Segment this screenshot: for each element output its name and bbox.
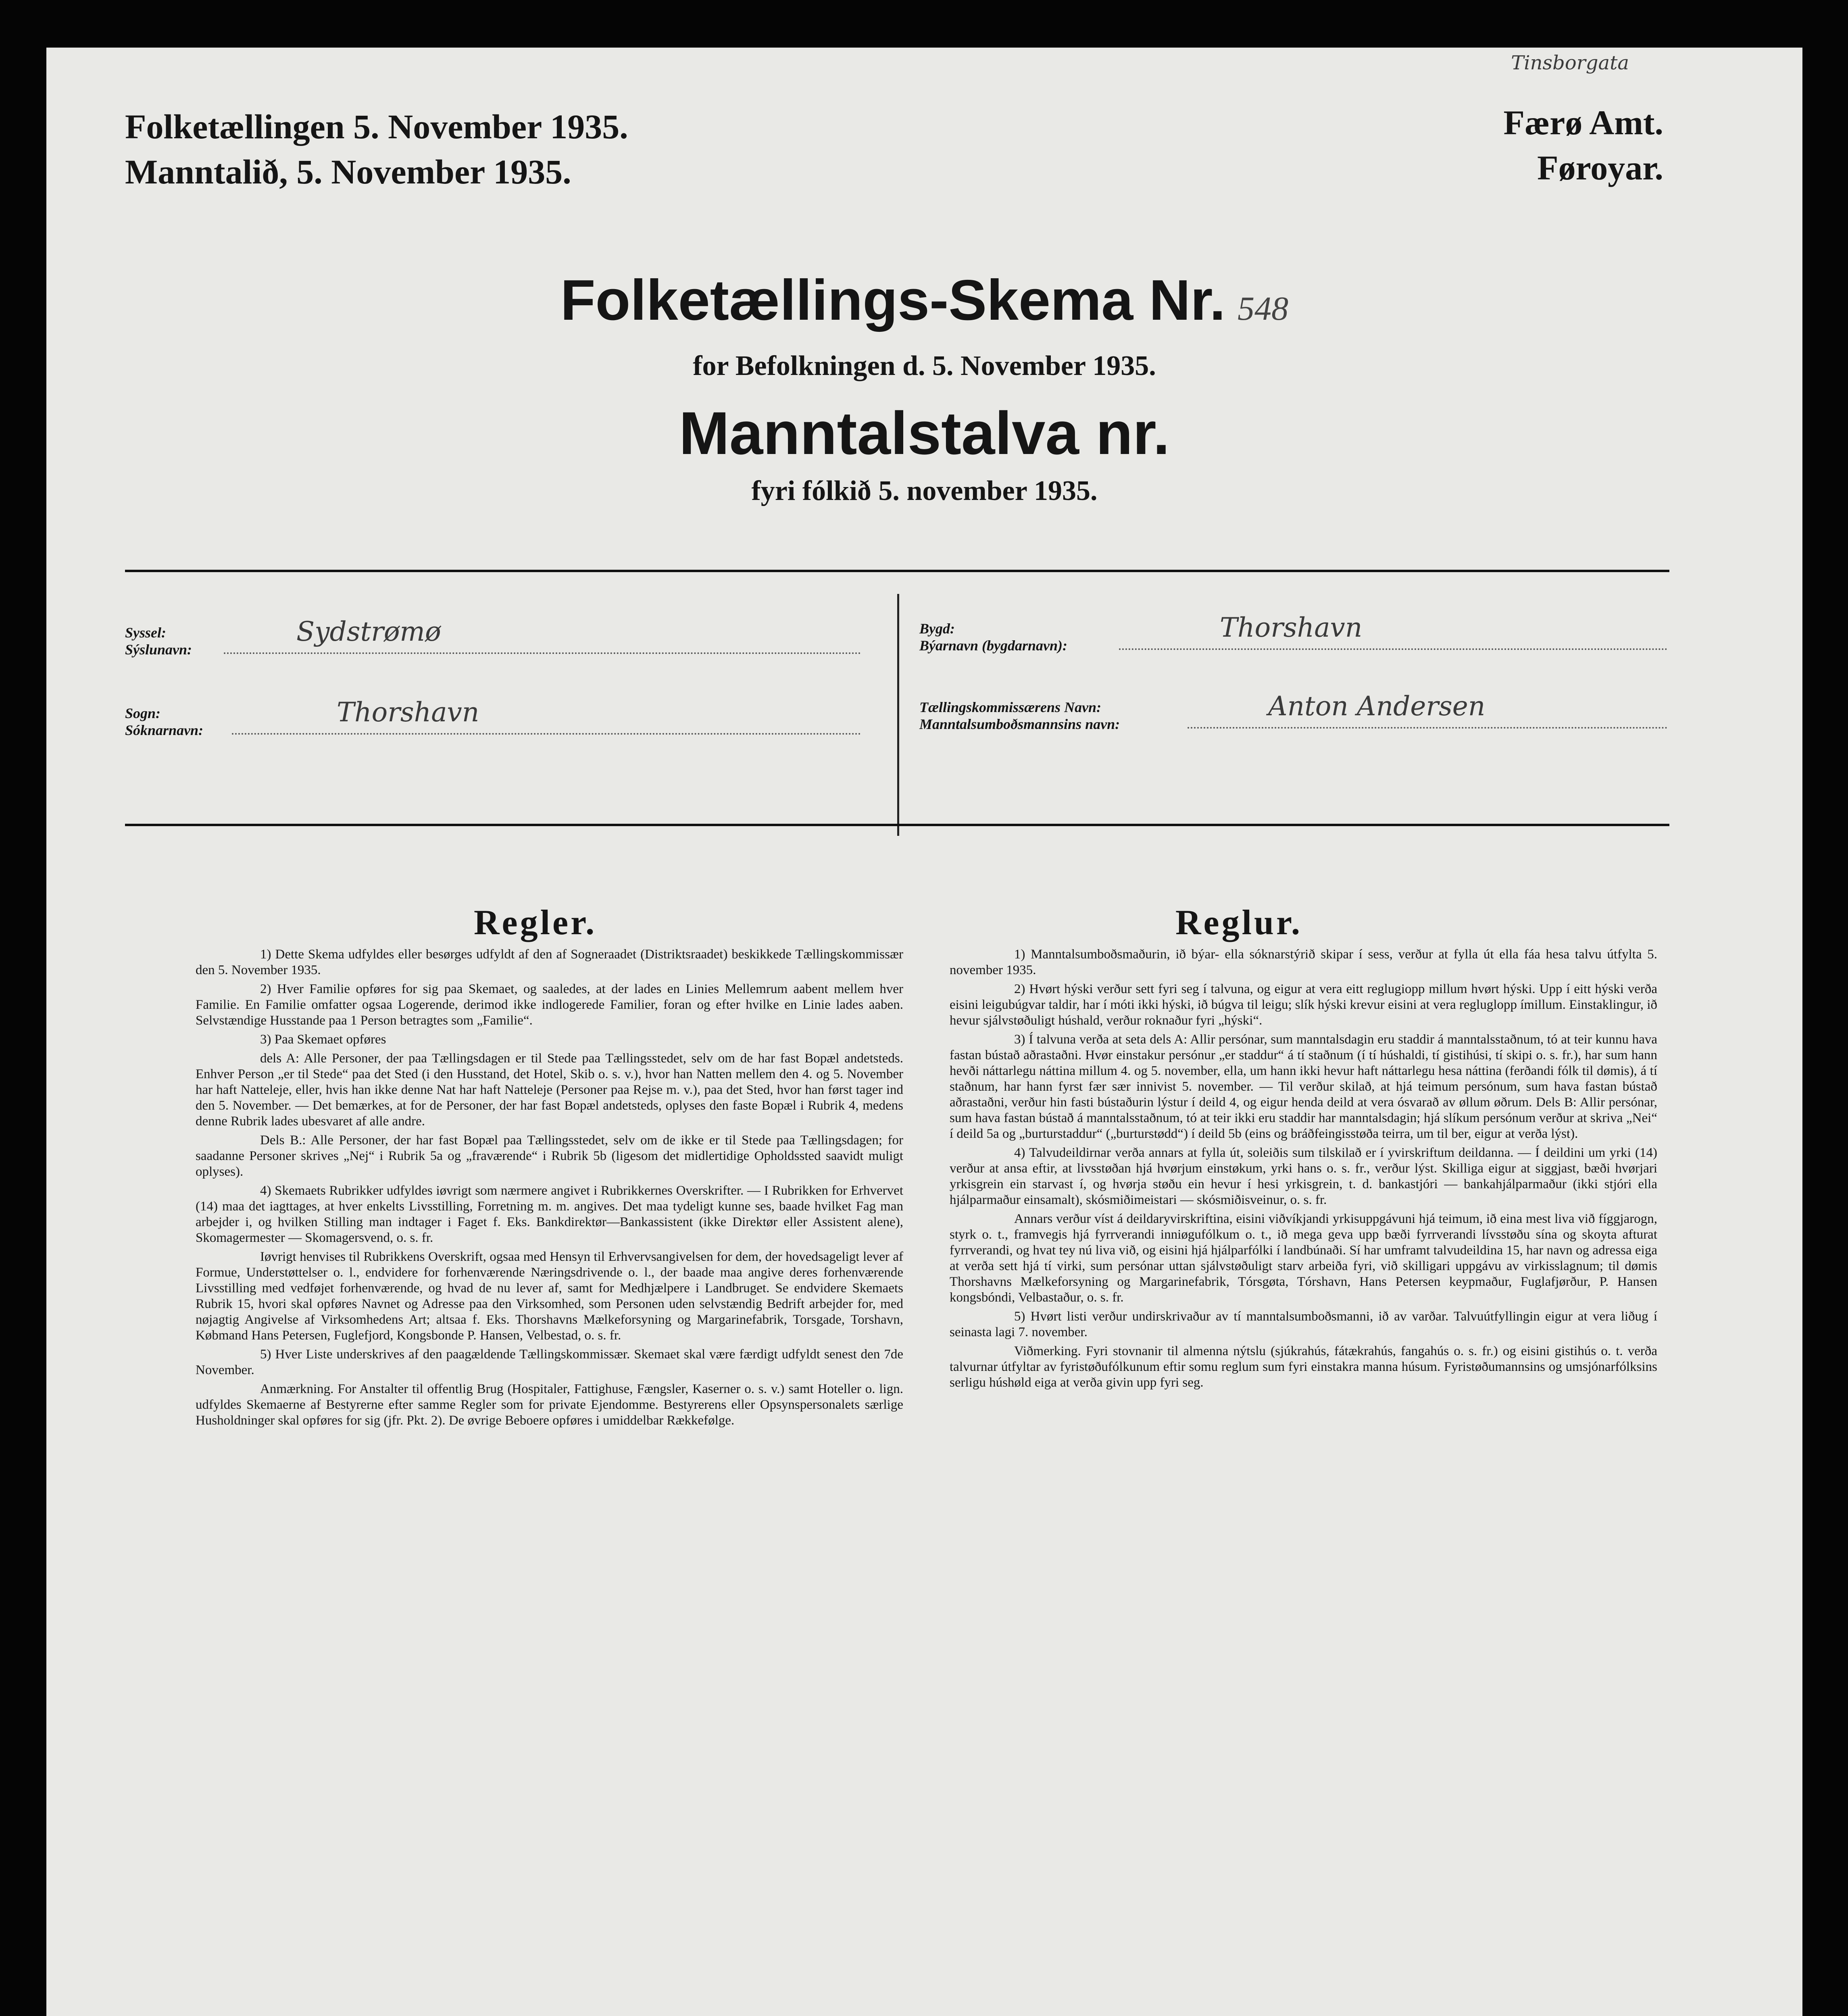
bygd-line — [1119, 648, 1667, 650]
rules-column-faroese — [950, 947, 1657, 1394]
form-number: 548 — [1238, 290, 1289, 327]
form-title — [46, 267, 1802, 333]
sogn-line — [232, 733, 861, 735]
kommissaer-line — [1188, 727, 1667, 729]
rule-paragraph: 3) Paa Skemaet opføres — [260, 1032, 386, 1047]
sogn-value: Thorshavn — [337, 697, 479, 728]
rule-paragraph: 3) Í talvuna verða at seta dels A: Allir persónar, sum manntalsdagin eru staddir á manntalsstaðnum, tó at teir kunnu hava fastan bústað aðrastaðni. Hvør einstakur persónur „er staddur“ á tí staðnum (í tí húshaldi, tí gistihúsi, tí skipi o. s. fr.), har sum hann hevði náttarlegu náttina millum 4. og 5. november, ella, um hann ikki hevur haft náttarlegu hesa náttina (ferðandi fólk til dømis), á tí staðnum, har hann fyrst fær sær innivist 5. november. — Til verður skilað, at hjá teimum persónum, sum hava fastan bústað aðrastaðni, verður hin fasti bústaðurin lýstur í deild 4, og eigur henda deild at vera ósvarað av øllum øðrum. Dels B: Allir persónar, sum hava fastan bústað á manntalsstaðnum, tó at teir ikki eru staddir har manntalsdagin; hjá slíkum persónum verður at skriva „Nei“ í deild 5a og „burturstaddur“ („burturstødd“) í deild 5b (eins og bráðfeingisstøða teirra, um til ber, eigur at verða lýst). — [950, 1032, 1657, 1141]
divider-bottom — [125, 824, 1669, 826]
syssel-value: Sydstrømø — [296, 616, 441, 647]
rule-paragraph: Dels B.: Alle Personer, der har fast Bopæl paa Tællingsstedet, selv om de ikke er til Stede paa Tællingsdagen; for saadanne Personer skrives „Nej“ i Rubrik 5a og „fraværende“ i Rubrik 5b (ligesom det midlertidige Opholdssted saavidt muligt oplyses). — [196, 1133, 903, 1179]
header-census-faroese: Manntalið, 5. November 1935. — [125, 152, 571, 191]
header-right — [1504, 100, 1663, 190]
rule-paragraph: Annars verður víst á deildaryvirskriftina, eisini viðvíkjandi yrkisuppgávuni hjá teimum, ið eina mest liva við fíggjarogn, styrk o. t., framvegis hjá fyrrverandi inniøgufólkum o. t., ið mega geva upp bæði fyrrverandi lívsstøðu sína og skoyta afturat fyrrverandi, og hvat tey nú liva við, og eisini hjá hjálparfólki í landbúnaði. Sí har umframt talvudeildina 15, har navn og adressa eiga at verða sett hjá tí virki, sum persónar uttan sjálvstøðuligt starv arbeiða fyri, við skilligari uppgávu av virkisslagnum; til dømis Thorshavns Mælkeforsyning og Margarinefabrik, Tórsgøta, Tórshavn, Hans Petersen keypmaður, Fuglafjørður, P. Hansen kongsbóndi, Velbastaður, o. s. fr. — [950, 1212, 1657, 1305]
header-county-danish: Færø Amt. — [1503, 103, 1663, 142]
kommissaer-label: Tællingskommissærens Navn: Manntalsumboðsmannsins navn: — [919, 699, 1120, 732]
form-title-label: Folketællings-Skema Nr. — [560, 268, 1226, 332]
bygd-value: Thorshavn — [1220, 612, 1363, 643]
rule-paragraph: dels A: Alle Personer, der paa Tællingsdagen er til Stede paa Tællingsstedet, selv om de har fast Bopæl andetsteds. Enhver Person „er til Stede“ paa det Sted (i den Husstand, det Hotel, Skib o. s. v.), hvor han Natten mellem den 4. og 5. November har haft Natteleje, eller, hvis han ikke denne Nat har haft Natteleje (Personer paa Rejse m. v.), paa det Sted, hvor han først tager ind den 5. November. — Det bemærkes, at for de Personer, der har fast Bopæl andetsteds, oplyses den faste Bopæl i Rubrik 4, medens denne Rubrik lades ubesvaret af alle andre. — [196, 1051, 903, 1129]
census-form-sheet — [46, 48, 1802, 2016]
rules-heading-faroese: Reglur. — [1175, 903, 1302, 942]
rule-paragraph: 5) Hver Liste underskrives af den paagældende Tællingskommissær. Skemaet skal være færdigt udfyldt senest den 7de November. — [196, 1347, 903, 1377]
kommissaer-value: Anton Andersen — [1268, 691, 1485, 722]
header-census-danish: Folketællingen 5. November 1935. — [125, 107, 628, 146]
rules-heading-danish: Regler. — [474, 903, 597, 942]
bygd-label: Bygd: Býarnavn (bygdarnavn): — [919, 621, 1067, 654]
rule-paragraph: Iøvrigt henvises til Rubrikkens Overskrift, ogsaa med Hensyn til Erhvervsangivelsen for dem, der hovedsageligt lever af Formue, Understøttelser o. l., endvidere for forhenværende Næringsdrivende o. l., der baade maa angive deres forhenværende Livsstilling med vedføjet forhenværende, og hvad de nu lever af, samt for Medhjælpere i Landbruget. Se endvidere Skemaets Rubrik 15, hvori skal opføres Navnet og Adresse paa den Virksomhed, som Personen uden selvstændig Bedrift arbejder for, med nøjagtig Angivelse af Virksomhedens Art; altsaa f. Eks. Thorshavns Mælkeforsyning og Margarinefabrik, Torsgade, Torshavn, Købmand Hans Petersen, Fuglefjord, Kongsbonde P. Hansen, Velbestad, o. s. fr. — [196, 1250, 903, 1343]
sogn-label: Sogn: Sóknarnavn: — [125, 705, 204, 738]
rule-paragraph: 2) Hvørt hýski verður sett fyri seg í talvuna, og eigur at vera eitt reglugiopp millum hvørt hýski. Upp í eitt hýski verða eisini leigubúgvar taldir, har í móti ikki hýski, ið búgva til leigu; slík hýski krevur eisini at vera regluglopp ímillum. Einstaklingur, ið hevur sjálvstøðuligt húshald, verður roknaður fyri „hýski“. — [950, 982, 1657, 1028]
rule-paragraph: 5) Hvørt listi verður undirskrivaður av tí manntalsumboðsmanni, ið av varðar. Talvuútfyllingin eigur at vera liðug í seinasta lagi 7. november. — [950, 1309, 1657, 1339]
form-subtitle-faroese: fyri fólkið 5. november 1935. — [751, 475, 1098, 506]
form-title-faroese: Manntalstalva nr. — [679, 399, 1170, 467]
divider-vertical — [897, 594, 899, 836]
rule-paragraph: 4) Talvudeildirnar verða annars at fylla út, soleiðis sum tilskilað er í yvirskriftum deildanna. — Í deildini um yrki (14) verður at ansa eftir, at livsstøðan hjá hvørjum einstøkum, yrki hans o. s. fr., verður lýst. Skilliga eigur at siggjast, bæði hvørjari yrkisgrein ein starvast í, og hvørja støðu ein hevur í hesi yrkisgrein, t. d. bankastjóri — bankahjálparmaður (ikki stjóri ella hjálparmaður einsamalt), skósmiðimeistari — skósmiðisveinur, o. s. fr. — [950, 1145, 1657, 1207]
rule-paragraph: 2) Hver Familie opføres for sig paa Skemaet, og saaledes, at der lades en Linies Mellemrum aabent mellem hver Familie. En Familie omfatter ogsaa Logerende, derimod ikke indlogerede Familier, foran og efter hvilke en Linie lades aaben. Selvstændige Husstande paa 1 Person betragtes som „Familie“. — [196, 982, 903, 1028]
form-subtitle-danish: for Befolkningen d. 5. November 1935. — [693, 350, 1156, 381]
rules-column-danish — [196, 947, 903, 1432]
rule-paragraph: Anmærkning. For Anstalter til offentlig Brug (Hospitaler, Fattighuse, Fængsler, Kaserner o. s. v.) samt Hoteller o. lign. udfyldes Skemaerne af Bestyrerne efter samme Regler som for private Ejendomme. Bestyrerens eller Opsynspersonalets særlige Husholdninger skal opføres for sig (jfr. Pkt. 2). De øvrige Beboere opføres i umiddelbar Rækkefølge. — [196, 1382, 903, 1428]
header-county-faroese: Føroyar. — [1537, 148, 1663, 187]
syssel-label: Syssel: Sýslunavn: — [125, 625, 192, 658]
header-left — [125, 104, 628, 194]
divider-top — [125, 570, 1669, 572]
rule-paragraph: 4) Skemaets Rubrikker udfyldes iøvrigt som nærmere angivet i Rubrikkernes Overskrifter. — I Rubrikken for Erhvervet (14) maa det iagttages, at hver enkelts Livsstilling, Forretning m. m. angives. Det maa tydeligt kunne ses, baade hvilket Fag man arbejder i, og hvilken Stilling man indtager i Faget f. Eks. Bankdirektør—Bankassistent (ikke Direktør eller Assistent alene), Skomagermester — Skomagersvend, o. s. fr. — [196, 1183, 903, 1245]
handwritten-note: Tinsborgata — [1511, 52, 1629, 74]
rule-paragraph: Viðmerking. Fyri stovnanir til almenna nýtslu (sjúkrahús, fátækrahús, fangahús o. s. fr.) og eisini gistihús o. t. verða talvurnar útfyltar av fyristøðufólkunum eftir somu reglum sum fyri einstakra manna húsum. Fyristøðumannsins og umsjónarfólksins serligu húshøld eiga at verða givin upp fyri seg. — [950, 1344, 1657, 1390]
rule-paragraph: 1) Dette Skema udfyldes eller besørges udfyldt af den af Sogneraadet (Distriktsraadet) beskikkede Tællingskommissær den 5. November 1935. — [196, 947, 903, 977]
rule-paragraph: 1) Manntalsumboðsmaðurin, ið býar- ella sóknarstýrið skipar í sess, verður at fylla út ella fáa hesa talvu útfylta 5. november 1935. — [950, 947, 1657, 977]
syssel-line — [224, 652, 861, 654]
